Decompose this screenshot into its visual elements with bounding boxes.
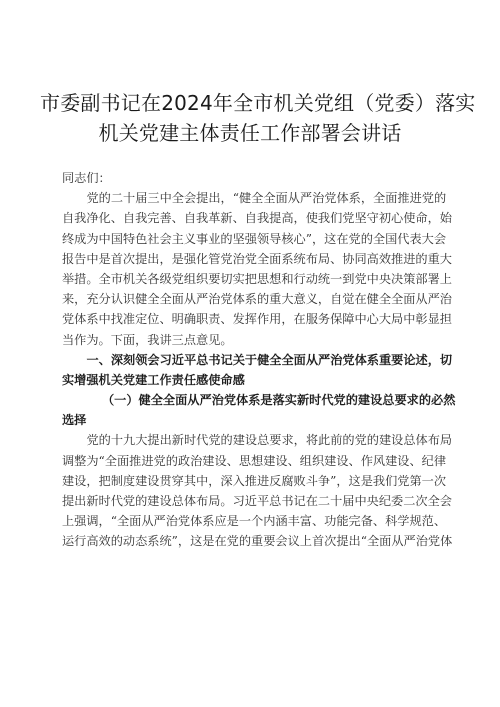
document-body	[62, 168, 456, 552]
paragraph-line: 当作为。下面，我讲三点意见。	[62, 332, 233, 347]
paragraph-line: 提出新时代党的建设总体布局。习近平总书记在二十届中央纪委二次全会	[62, 494, 452, 508]
greeting: 同志们：	[62, 171, 111, 185]
paragraph-line: 终成为中国特色社会主义事业的坚强领导核心”，这在党的全国代表大会	[62, 231, 447, 246]
paragraph-line: 党的十九大提出新时代党的建设总要求，将此前的党的建设总体布局	[86, 433, 453, 448]
document-title-line-2: 机关党建主体责任工作部署会讲话	[98, 121, 402, 145]
paragraph-line: 运行高效的动态系统”，这是在党的重要会议上首次提出“全面从严治党体	[62, 534, 453, 549]
paragraph-line: 调整为“全面推进党的政治建设、思想建设、组织建设、作风建设、纪律	[62, 453, 447, 468]
paragraph-line: 党的二十届三中全会提出，“健全全面从严治党体系，全面推进党的	[86, 191, 447, 206]
paragraph-line: 自我净化、自我完善、自我革新、自我提高，使我们党坚守初心使命，始	[62, 211, 452, 226]
paragraph-line: 举措。全市机关各级党组织要切实把思想和行动统一到党中央决策部署上	[62, 271, 452, 286]
paragraph-line: 来，充分认识健全全面从严治党体系的重大意义，自觉在健全全面从严治	[62, 292, 452, 307]
heading-line: 实增强机关党建工作责任感使命感	[62, 372, 245, 387]
paragraph-line: 建设，把制度建设贯穿其中，深入推进反腐败斗争”，这是我们党第一次	[62, 473, 447, 488]
subsection-heading-1	[62, 390, 456, 430]
paragraph-line: 上强调，“全面从严治党体系应是一个内涵丰富、功能完备、科学规范、	[62, 514, 447, 529]
heading-line: （一）健全全面从严治党体系是落实新时代党的建设总要求的必然	[102, 393, 456, 408]
paragraph-line: 报告中是首次提出，是强化管党治党全面系统布局、协同高效推进的重大	[62, 251, 452, 266]
heading-line: 一、深刻领会习近平总书记关于健全全面从严治党体系重要论述，切	[86, 352, 453, 367]
paragraph-2	[62, 430, 453, 551]
paragraph-line: 党体系中找准定位、明确职责、发挥作用，在服务保障中心大局中彰显担	[62, 312, 452, 327]
section-heading-1	[62, 350, 453, 390]
heading-line: 选择	[62, 413, 87, 428]
paragraph-1	[62, 188, 452, 350]
document-title-line-1: 市委副书记在2024年全市机关党组（党委）落实	[40, 91, 476, 115]
